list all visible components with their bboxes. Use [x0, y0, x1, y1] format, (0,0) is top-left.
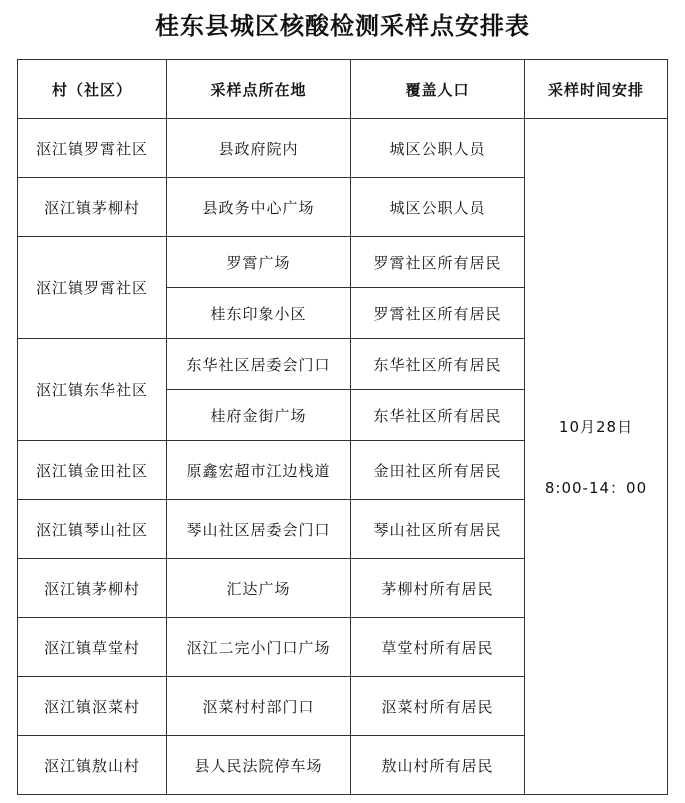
village-cell: 沤江镇敖山村	[18, 736, 167, 795]
site-cell: 东华社区居委会门口	[167, 339, 351, 390]
header-coverage: 覆盖人口	[351, 60, 525, 119]
coverage-cell: 敖山村所有居民	[351, 736, 525, 795]
coverage-cell: 沤菜村所有居民	[351, 677, 525, 736]
coverage-cell: 茅柳村所有居民	[351, 559, 525, 618]
sampling-date: 10月28日	[558, 417, 634, 436]
table-row	[18, 119, 668, 178]
site-cell: 琴山社区居委会门口	[167, 500, 351, 559]
site-cell: 县政务中心广场	[167, 178, 351, 237]
header-time: 采样时间安排	[525, 60, 668, 119]
coverage-cell: 草堂村所有居民	[351, 618, 525, 677]
village-cell: 沤江镇茅柳村	[18, 559, 167, 618]
coverage-cell: 罗霄社区所有居民	[351, 237, 525, 288]
coverage-cell: 琴山社区所有居民	[351, 500, 525, 559]
table-header-row	[18, 60, 668, 119]
site-cell: 罗霄广场	[167, 237, 351, 288]
coverage-cell: 城区公职人员	[351, 178, 525, 237]
site-cell: 桂府金街广场	[167, 390, 351, 441]
village-cell: 沤江镇罗霄社区	[18, 237, 167, 339]
site-cell: 县人民法院停车场	[167, 736, 351, 795]
village-cell: 沤江镇茅柳村	[18, 178, 167, 237]
coverage-cell: 城区公职人员	[351, 119, 525, 178]
village-cell: 沤江镇东华社区	[18, 339, 167, 441]
coverage-cell: 东华社区所有居民	[351, 339, 525, 390]
site-cell: 沤江二完小门口广场	[167, 618, 351, 677]
village-cell: 沤江镇金田社区	[18, 441, 167, 500]
site-cell: 桂东印象小区	[167, 288, 351, 339]
page-title: 桂东县城区核酸检测采样点安排表	[155, 12, 530, 40]
site-cell: 沤菜村村部门口	[167, 677, 351, 736]
sampling-hours: 8:00-14：00	[544, 478, 648, 497]
header-site: 采样点所在地	[167, 60, 351, 119]
site-cell: 汇达广场	[167, 559, 351, 618]
coverage-cell: 金田社区所有居民	[351, 441, 525, 500]
site-cell: 原鑫宏超市江边栈道	[167, 441, 351, 500]
site-cell: 县政府院内	[167, 119, 351, 178]
village-cell: 沤江镇草堂村	[18, 618, 167, 677]
coverage-cell: 东华社区所有居民	[351, 390, 525, 441]
village-cell: 沤江镇琴山社区	[18, 500, 167, 559]
village-cell: 沤江镇罗霄社区	[18, 119, 167, 178]
coverage-cell: 罗霄社区所有居民	[351, 288, 525, 339]
header-village: 村（社区）	[18, 60, 167, 119]
sampling-schedule-table	[17, 59, 668, 795]
time-cell	[525, 119, 668, 795]
village-cell: 沤江镇沤菜村	[18, 677, 167, 736]
